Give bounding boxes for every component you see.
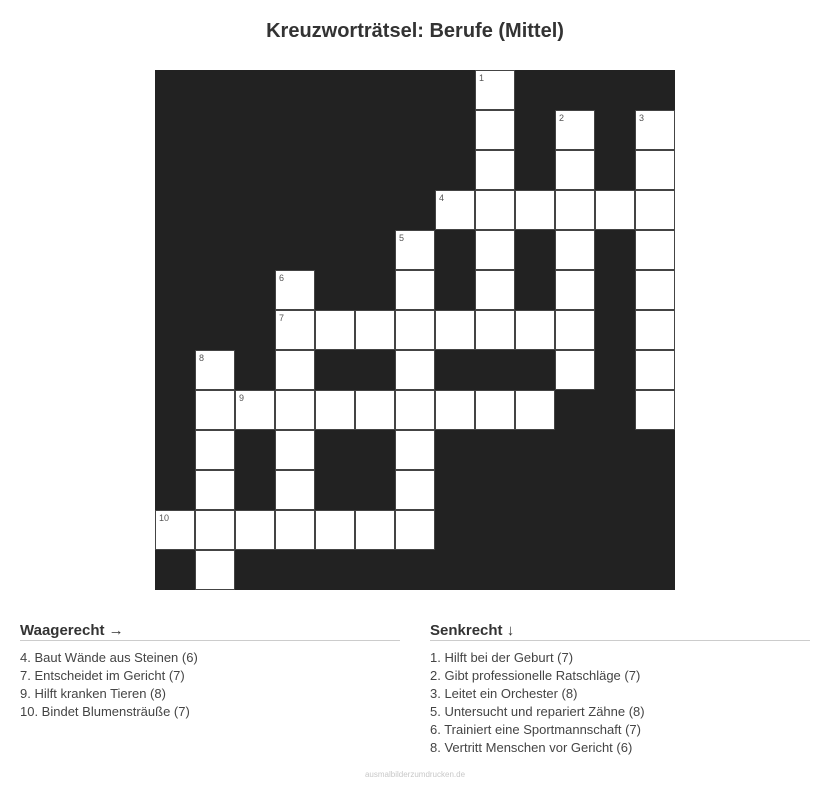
clue-number: 9	[239, 393, 245, 403]
across-clues-section	[20, 622, 400, 721]
down-heading: Senkrecht ↓	[430, 622, 810, 641]
grid-cell[interactable]	[395, 230, 435, 270]
grid-cell[interactable]	[475, 110, 515, 150]
grid-cell[interactable]	[275, 510, 315, 550]
grid-cell[interactable]	[475, 270, 515, 310]
grid-cell[interactable]	[635, 270, 675, 310]
clue-number: 7	[279, 313, 285, 323]
grid-cell[interactable]	[555, 110, 595, 150]
grid-cell[interactable]	[595, 190, 635, 230]
grid-cell[interactable]	[275, 270, 315, 310]
grid-cell[interactable]	[435, 190, 475, 230]
clue-number: 2	[559, 113, 565, 123]
across-heading: Waagerecht →	[20, 622, 400, 641]
across-clue-list	[20, 649, 400, 721]
across-clue: 7. Entscheidet im Gericht (7)	[20, 668, 185, 683]
grid-cell[interactable]	[555, 270, 595, 310]
grid-cell[interactable]	[555, 350, 595, 390]
grid-cell[interactable]	[155, 510, 195, 550]
crossword-grid	[155, 70, 675, 590]
clue-number: 5	[399, 233, 405, 243]
grid-cell[interactable]	[395, 470, 435, 510]
grid-cell[interactable]	[435, 390, 475, 430]
grid-cell[interactable]	[635, 230, 675, 270]
grid-cell[interactable]	[275, 350, 315, 390]
down-clue: 2. Gibt professionelle Ratschläge (7)	[430, 668, 641, 683]
down-clues-section	[430, 622, 810, 757]
grid-cell[interactable]	[355, 390, 395, 430]
grid-cell[interactable]	[235, 510, 275, 550]
page-title: Kreuzworträtsel: Berufe (Mittel)	[266, 20, 564, 42]
grid-cell[interactable]	[395, 350, 435, 390]
grid-cell[interactable]	[355, 510, 395, 550]
grid-cell[interactable]	[315, 510, 355, 550]
grid-cell[interactable]	[635, 190, 675, 230]
grid-cell[interactable]	[515, 390, 555, 430]
clue-number: 4	[439, 193, 445, 203]
grid-cell[interactable]	[195, 470, 235, 510]
grid-cell[interactable]	[555, 150, 595, 190]
grid-cell[interactable]	[395, 430, 435, 470]
grid-cell[interactable]	[395, 390, 435, 430]
across-clue: 4. Baut Wände aus Steinen (6)	[20, 650, 198, 665]
grid-cell[interactable]	[355, 310, 395, 350]
grid-cell[interactable]	[515, 310, 555, 350]
across-clue: 9. Hilft kranken Tieren (8)	[20, 686, 166, 701]
clue-number: 1	[479, 73, 485, 83]
grid-cell[interactable]	[195, 550, 235, 590]
grid-cell[interactable]	[315, 310, 355, 350]
grid-cell[interactable]	[475, 230, 515, 270]
clue-number: 8	[199, 353, 205, 363]
down-clue: 5. Untersucht und repariert Zähne (8)	[430, 704, 645, 719]
grid-cell[interactable]	[635, 350, 675, 390]
footer-credit: ausmalbilderzumdrucken.de	[364, 770, 466, 779]
clue-number: 10	[159, 513, 170, 523]
clue-number: 6	[279, 273, 285, 283]
grid-cell[interactable]	[515, 190, 555, 230]
grid-cell[interactable]	[275, 390, 315, 430]
grid-cell[interactable]	[315, 390, 355, 430]
grid-cell[interactable]	[555, 190, 595, 230]
grid-cell[interactable]	[555, 230, 595, 270]
grid-cell[interactable]	[235, 390, 275, 430]
grid-cell[interactable]	[635, 310, 675, 350]
down-clue: 1. Hilft bei der Geburt (7)	[430, 650, 574, 665]
grid-cell[interactable]	[395, 310, 435, 350]
down-clue-list	[430, 649, 810, 757]
grid-cell[interactable]	[635, 150, 675, 190]
grid-cell[interactable]	[635, 390, 675, 430]
across-clue: 10. Bindet Blumensträuße (7)	[20, 704, 190, 719]
grid-cell[interactable]	[275, 310, 315, 350]
grid-cell[interactable]	[475, 150, 515, 190]
down-clue: 3. Leitet ein Orchester (8)	[430, 686, 578, 701]
grid-cell[interactable]	[475, 70, 515, 110]
grid-cell[interactable]	[635, 110, 675, 150]
grid-cell[interactable]	[275, 430, 315, 470]
grid-cell[interactable]	[475, 310, 515, 350]
grid-cell[interactable]	[275, 470, 315, 510]
grid-cell[interactable]	[555, 310, 595, 350]
grid-cell[interactable]	[195, 350, 235, 390]
grid-cell[interactable]	[395, 270, 435, 310]
grid-cell[interactable]	[475, 190, 515, 230]
grid-cell[interactable]	[195, 430, 235, 470]
down-clue: 8. Vertritt Menschen vor Gericht (6)	[430, 740, 633, 755]
grid-cell[interactable]	[475, 390, 515, 430]
clue-number: 3	[639, 113, 645, 123]
grid-cell[interactable]	[395, 510, 435, 550]
grid-cell[interactable]	[195, 510, 235, 550]
down-clue: 6. Trainiert eine Sportmannschaft (7)	[430, 722, 641, 737]
grid-cell[interactable]	[195, 390, 235, 430]
grid-cell[interactable]	[435, 310, 475, 350]
